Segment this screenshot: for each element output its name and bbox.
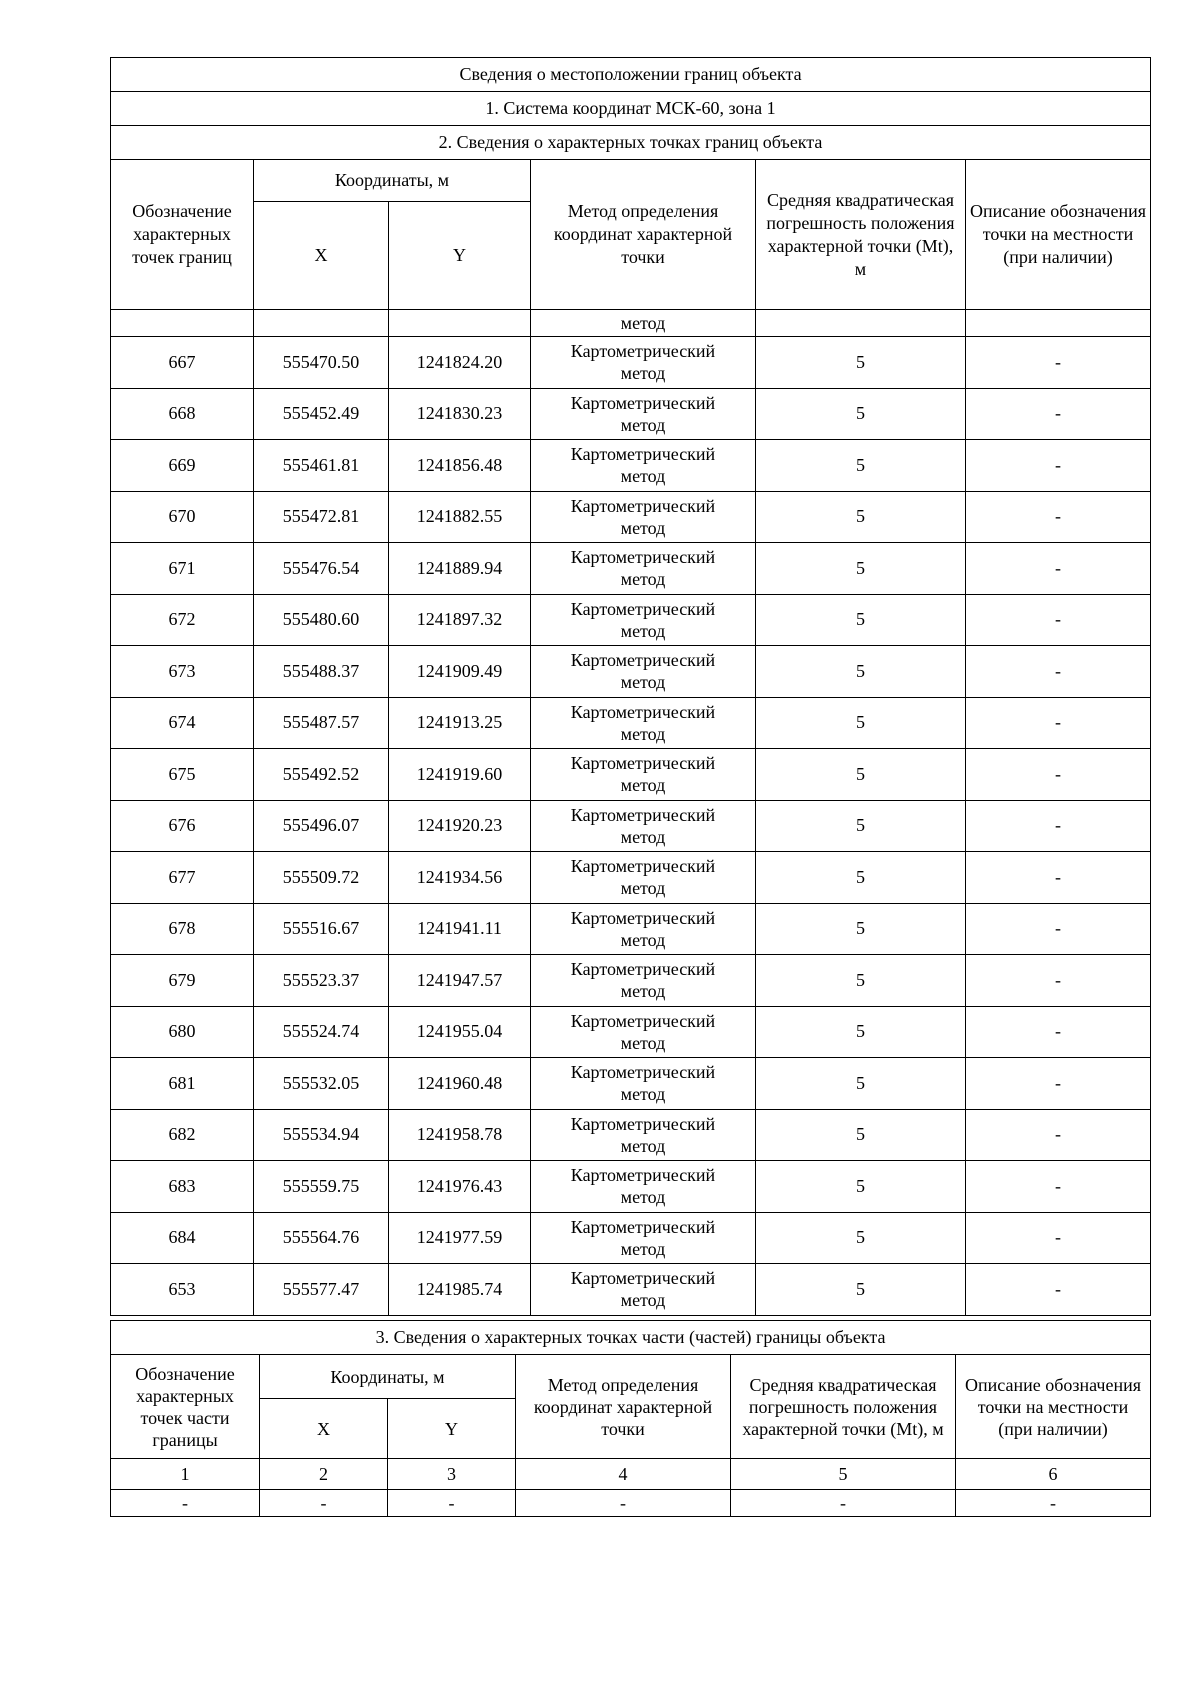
table-row — [111, 800, 1151, 852]
point-error: 5 — [756, 852, 966, 904]
point-method-line1: Картометрический — [570, 753, 716, 774]
part-header-method: Метод определения координат характерной точки — [516, 1355, 731, 1459]
header-coordinates: Координаты, м — [254, 160, 531, 202]
point-number: 681 — [111, 1058, 254, 1110]
point-description: - — [966, 1058, 1151, 1110]
point-error: 5 — [756, 955, 966, 1007]
part-header-y: Y — [388, 1399, 516, 1459]
point-method-line2: метод — [620, 1187, 666, 1208]
point-number: 676 — [111, 800, 254, 852]
section3-title: 3. Сведения о характерных точках части (частей) границы объекта — [111, 1321, 1151, 1355]
point-number: 680 — [111, 1006, 254, 1058]
point-method-line2: метод — [620, 929, 666, 950]
part-header-coordinates: Координаты, м — [260, 1355, 516, 1399]
point-method — [531, 388, 756, 440]
point-y: 1241889.94 — [389, 543, 531, 595]
point-description: - — [966, 440, 1151, 492]
part-header-description: Описание обозначения точки на местности (при наличии) — [956, 1355, 1151, 1459]
point-error: 5 — [756, 800, 966, 852]
point-y: 1241947.57 — [389, 955, 531, 1007]
point-description: - — [966, 594, 1151, 646]
header-description: Описание обозначения точки на местности (при наличии) — [966, 160, 1151, 310]
fragment-row — [111, 310, 1151, 337]
table-row — [111, 491, 1151, 543]
point-method — [531, 1058, 756, 1110]
point-error: 5 — [756, 1058, 966, 1110]
point-x: 555472.81 — [254, 491, 389, 543]
point-method-line1: Картометрический — [570, 1113, 716, 1134]
point-error: 5 — [756, 594, 966, 646]
point-method-line1: Картометрический — [570, 856, 716, 877]
header-error: Средняя квадратическая погрешность положения характерной точки (Mt), м — [756, 160, 966, 310]
point-method-line2: метод — [620, 466, 666, 487]
column-number: 6 — [956, 1459, 1151, 1490]
point-method-line1: Картометрический — [570, 1268, 716, 1289]
table-row — [111, 1264, 1151, 1316]
point-method-line1: Картометрический — [570, 444, 716, 465]
point-error: 5 — [756, 388, 966, 440]
part-header-error: Средняя квадратическая погрешность положения характерной точки (Mt), м — [731, 1355, 956, 1459]
point-error: 5 — [756, 1264, 966, 1316]
part-cell: - — [731, 1490, 956, 1517]
point-y: 1241882.55 — [389, 491, 531, 543]
point-method-line1: Картометрический — [570, 495, 716, 516]
point-method-line1: Картометрический — [570, 341, 716, 362]
point-y: 1241960.48 — [389, 1058, 531, 1110]
point-method-line2: метод — [620, 414, 666, 435]
point-x: 555452.49 — [254, 388, 389, 440]
point-method-line2: метод — [620, 1238, 666, 1259]
point-x: 555461.81 — [254, 440, 389, 492]
section2-title: 2. Сведения о характерных точках границ объекта — [111, 126, 1151, 160]
part-data-row — [111, 1490, 1151, 1517]
point-number: 684 — [111, 1212, 254, 1264]
point-number: 678 — [111, 903, 254, 955]
table-row — [111, 337, 1151, 389]
boundary-points-table — [110, 57, 1151, 1316]
part-cell: - — [516, 1490, 731, 1517]
part-boundary-table — [110, 1320, 1151, 1517]
point-number: 677 — [111, 852, 254, 904]
point-y: 1241977.59 — [389, 1212, 531, 1264]
point-description: - — [966, 1109, 1151, 1161]
point-description: - — [966, 697, 1151, 749]
point-description: - — [966, 1264, 1151, 1316]
point-x: 555577.47 — [254, 1264, 389, 1316]
point-method — [531, 543, 756, 595]
point-method-line1: Картометрический — [570, 1062, 716, 1083]
point-y: 1241955.04 — [389, 1006, 531, 1058]
point-number: 670 — [111, 491, 254, 543]
table-row — [111, 1161, 1151, 1213]
point-method-line1: Картометрический — [570, 701, 716, 722]
fragment-method: метод — [531, 310, 756, 337]
point-method-line1: Картометрический — [570, 959, 716, 980]
point-method-line2: метод — [620, 723, 666, 744]
point-number: 673 — [111, 646, 254, 698]
point-x: 555480.60 — [254, 594, 389, 646]
table-row — [111, 749, 1151, 801]
point-x: 555476.54 — [254, 543, 389, 595]
point-y: 1241897.32 — [389, 594, 531, 646]
point-error: 5 — [756, 1212, 966, 1264]
point-method-line1: Картометрический — [570, 392, 716, 413]
point-y: 1241830.23 — [389, 388, 531, 440]
table-row — [111, 646, 1151, 698]
header-method: Метод определения координат характерной точки — [531, 160, 756, 310]
column-number: 2 — [260, 1459, 388, 1490]
table-row — [111, 1212, 1151, 1264]
point-method — [531, 440, 756, 492]
point-y: 1241976.43 — [389, 1161, 531, 1213]
point-method — [531, 800, 756, 852]
point-error: 5 — [756, 337, 966, 389]
point-description: - — [966, 337, 1151, 389]
point-method-line2: метод — [620, 981, 666, 1002]
point-description: - — [966, 491, 1151, 543]
point-method-line2: метод — [620, 826, 666, 847]
point-error: 5 — [756, 543, 966, 595]
point-description: - — [966, 800, 1151, 852]
point-method — [531, 1109, 756, 1161]
point-method-line2: метод — [620, 1084, 666, 1105]
point-x: 555532.05 — [254, 1058, 389, 1110]
point-x: 555488.37 — [254, 646, 389, 698]
point-y: 1241824.20 — [389, 337, 531, 389]
column-number: 1 — [111, 1459, 260, 1490]
point-method-line1: Картометрический — [570, 598, 716, 619]
table-row — [111, 543, 1151, 595]
point-method-line2: метод — [620, 775, 666, 796]
column-number: 5 — [731, 1459, 956, 1490]
point-x: 555470.50 — [254, 337, 389, 389]
point-y: 1241913.25 — [389, 697, 531, 749]
point-x: 555523.37 — [254, 955, 389, 1007]
point-x: 555534.94 — [254, 1109, 389, 1161]
point-number: 683 — [111, 1161, 254, 1213]
part-cell: - — [388, 1490, 516, 1517]
point-method-line2: метод — [620, 672, 666, 693]
point-error: 5 — [756, 697, 966, 749]
header-y: Y — [389, 202, 531, 310]
point-error: 5 — [756, 1161, 966, 1213]
part-cell: - — [260, 1490, 388, 1517]
point-method — [531, 594, 756, 646]
point-method — [531, 749, 756, 801]
part-cell: - — [956, 1490, 1151, 1517]
table-row — [111, 697, 1151, 749]
point-number: 672 — [111, 594, 254, 646]
point-y: 1241856.48 — [389, 440, 531, 492]
point-method — [531, 491, 756, 543]
point-y: 1241958.78 — [389, 1109, 531, 1161]
table-row — [111, 1006, 1151, 1058]
point-error: 5 — [756, 440, 966, 492]
point-y: 1241941.11 — [389, 903, 531, 955]
table-row — [111, 1109, 1151, 1161]
point-x: 555487.57 — [254, 697, 389, 749]
section1-title: 1. Система координат МСК-60, зона 1 — [111, 92, 1151, 126]
point-method — [531, 1212, 756, 1264]
table-row — [111, 955, 1151, 1007]
point-y: 1241919.60 — [389, 749, 531, 801]
point-method-line2: метод — [620, 517, 666, 538]
point-number: 675 — [111, 749, 254, 801]
point-y: 1241934.56 — [389, 852, 531, 904]
table-row — [111, 388, 1151, 440]
point-method-line1: Картометрический — [570, 804, 716, 825]
point-description: - — [966, 646, 1151, 698]
point-method-line2: метод — [620, 620, 666, 641]
point-y: 1241920.23 — [389, 800, 531, 852]
table-row — [111, 1058, 1151, 1110]
point-method-line1: Картометрический — [570, 1010, 716, 1031]
header-x: X — [254, 202, 389, 310]
point-x: 555516.67 — [254, 903, 389, 955]
point-description: - — [966, 903, 1151, 955]
point-description: - — [966, 1006, 1151, 1058]
point-description: - — [966, 955, 1151, 1007]
point-number: 682 — [111, 1109, 254, 1161]
point-error: 5 — [756, 749, 966, 801]
point-x: 555509.72 — [254, 852, 389, 904]
column-number: 3 — [388, 1459, 516, 1490]
point-method-line1: Картометрический — [570, 1165, 716, 1186]
point-error: 5 — [756, 646, 966, 698]
point-method-line1: Картометрический — [570, 547, 716, 568]
point-method — [531, 1264, 756, 1316]
point-method — [531, 646, 756, 698]
table-row — [111, 440, 1151, 492]
point-method-line2: метод — [620, 1290, 666, 1311]
point-number: 653 — [111, 1264, 254, 1316]
header-designation: Обозначение характерных точек границ — [111, 160, 254, 310]
point-method — [531, 852, 756, 904]
point-x: 555564.76 — [254, 1212, 389, 1264]
point-method-line2: метод — [620, 1135, 666, 1156]
point-method-line2: метод — [620, 569, 666, 590]
table-row — [111, 852, 1151, 904]
point-y: 1241909.49 — [389, 646, 531, 698]
table-row — [111, 594, 1151, 646]
point-method — [531, 1006, 756, 1058]
point-x: 555492.52 — [254, 749, 389, 801]
point-x: 555524.74 — [254, 1006, 389, 1058]
point-x: 555496.07 — [254, 800, 389, 852]
part-header-designation: Обозначение характерных точек части границы — [111, 1355, 260, 1459]
point-number: 679 — [111, 955, 254, 1007]
point-description: - — [966, 543, 1151, 595]
point-description: - — [966, 1161, 1151, 1213]
point-description: - — [966, 749, 1151, 801]
point-description: - — [966, 852, 1151, 904]
point-method-line2: метод — [620, 1032, 666, 1053]
point-x: 555559.75 — [254, 1161, 389, 1213]
part-cell: - — [111, 1490, 260, 1517]
point-number: 671 — [111, 543, 254, 595]
point-number: 669 — [111, 440, 254, 492]
points-body — [111, 337, 1151, 1316]
main-title: Сведения о местоположении границ объекта — [111, 58, 1151, 92]
point-method — [531, 337, 756, 389]
point-error: 5 — [756, 1006, 966, 1058]
point-method-line1: Картометрический — [570, 907, 716, 928]
point-number: 667 — [111, 337, 254, 389]
point-method — [531, 1161, 756, 1213]
point-description: - — [966, 1212, 1151, 1264]
point-method-line2: метод — [620, 878, 666, 899]
point-method — [531, 955, 756, 1007]
part-header-x: X — [260, 1399, 388, 1459]
point-method-line2: метод — [620, 363, 666, 384]
point-number: 668 — [111, 388, 254, 440]
point-number: 674 — [111, 697, 254, 749]
point-error: 5 — [756, 903, 966, 955]
point-error: 5 — [756, 491, 966, 543]
column-number: 4 — [516, 1459, 731, 1490]
point-method-line1: Картометрический — [570, 1216, 716, 1237]
point-method — [531, 697, 756, 749]
point-description: - — [966, 388, 1151, 440]
point-error: 5 — [756, 1109, 966, 1161]
point-method — [531, 903, 756, 955]
table-row — [111, 903, 1151, 955]
column-numbers-row — [111, 1459, 1151, 1490]
point-method-line1: Картометрический — [570, 650, 716, 671]
point-y: 1241985.74 — [389, 1264, 531, 1316]
